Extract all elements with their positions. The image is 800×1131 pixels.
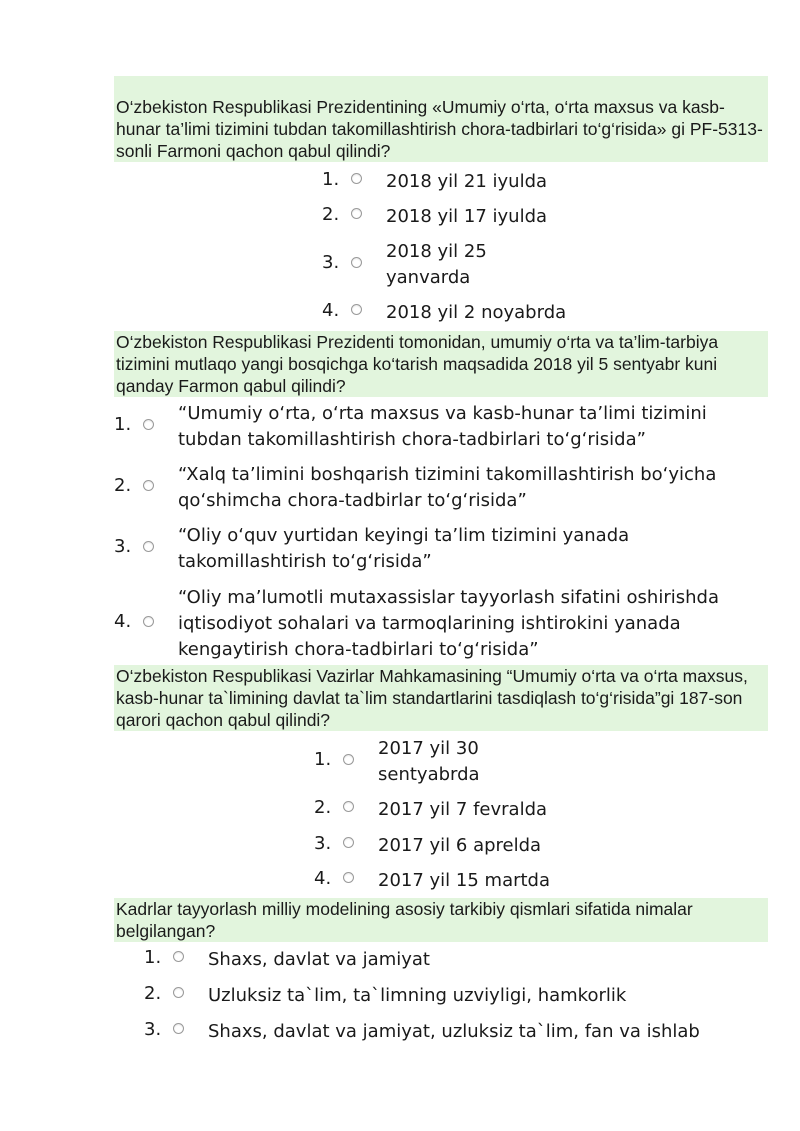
q1-option-4[interactable] bbox=[322, 300, 582, 326]
radio-button[interactable] bbox=[173, 987, 184, 998]
option-text: 2018 yil 2 noyabrda bbox=[386, 302, 567, 323]
q4-option-2[interactable] bbox=[144, 983, 764, 1009]
option-number: 1. bbox=[114, 414, 132, 435]
radio-button[interactable] bbox=[351, 304, 362, 315]
option-text: 2017 yil 6 aprelda bbox=[378, 835, 542, 856]
radio-button[interactable] bbox=[343, 872, 354, 883]
option-number: 2. bbox=[322, 204, 340, 225]
radio-button[interactable] bbox=[343, 801, 354, 812]
radio-button[interactable] bbox=[143, 419, 154, 430]
option-number: 3. bbox=[314, 833, 332, 854]
option-text: 2018 yil 21 iyulda bbox=[386, 171, 548, 192]
radio-button[interactable] bbox=[351, 173, 362, 184]
q2-option-3[interactable] bbox=[114, 523, 768, 575]
radio-button[interactable] bbox=[351, 208, 362, 219]
option-number: 1. bbox=[322, 169, 340, 190]
option-text: 2018 yil 25 yanvarda bbox=[386, 241, 487, 288]
option-number: 2. bbox=[144, 983, 162, 1004]
option-number: 3. bbox=[322, 252, 340, 273]
option-number: 2. bbox=[314, 797, 332, 818]
option-text: 2017 yil 30 sentyabrda bbox=[378, 738, 480, 785]
option-text: 2018 yil 17 iyulda bbox=[386, 206, 548, 227]
option-text: 2017 yil 7 fevralda bbox=[378, 799, 548, 820]
option-text: Shaxs, davlat va jamiyat bbox=[208, 949, 430, 970]
option-text: “Xalq ta’limini boshqarish tizimini takomillashtirish bo‘yicha qo‘shimcha chora-tadbirlar to‘g‘risida” bbox=[178, 464, 717, 511]
option-number: 3. bbox=[144, 1019, 162, 1040]
radio-button[interactable] bbox=[143, 616, 154, 627]
option-number: 4. bbox=[322, 300, 340, 321]
q2-option-1[interactable] bbox=[114, 401, 768, 453]
q4-option-3[interactable] bbox=[144, 1019, 764, 1045]
q2-option-2[interactable] bbox=[114, 462, 768, 514]
q1-option-1[interactable] bbox=[322, 169, 582, 195]
q3-option-4[interactable] bbox=[314, 868, 574, 894]
option-number: 1. bbox=[314, 749, 332, 770]
q1-option-2[interactable] bbox=[322, 204, 582, 230]
q1-option-3[interactable] bbox=[322, 239, 582, 291]
radio-button[interactable] bbox=[343, 754, 354, 765]
radio-button[interactable] bbox=[173, 1023, 184, 1034]
question-3-text: O‘zbekiston Respublikasi Vazirlar Mahkamasining “Umumiy o‘rta va o‘rta maxsus, kasb-hunar ta`limining davlat ta`lim standartlarini tasdiqlash to‘g‘risida”gi 187-son qarori qachon qabul qilindi? bbox=[114, 665, 768, 731]
option-number: 4. bbox=[314, 868, 332, 889]
q3-option-2[interactable] bbox=[314, 797, 574, 823]
option-text: “Oliy ma’lumotli mutaxassislar tayyorlash sifatini oshirishda iqtisodiyot sohalari va tarmoqlarining ishtirokini yanada kengaytirish chora-tadbirlari to‘g‘risida” bbox=[178, 587, 719, 660]
question-2-text: O‘zbekiston Respublikasi Prezidenti tomonidan, umumiy o‘rta va ta’lim-tarbiya tizimini mutlaqo yangi bosqichga ko‘tarish maqsadida 2018 yil 5 sentyabr kuni qanday Farmon qabul qilindi? bbox=[114, 331, 768, 397]
q3-option-3[interactable] bbox=[314, 833, 574, 859]
q2-option-4[interactable] bbox=[114, 585, 768, 663]
radio-button[interactable] bbox=[173, 951, 184, 962]
option-text: “Umumiy o‘rta, o‘rta maxsus va kasb-hunar ta’limi tizimini tubdan takomillashtirish chora-tadbirlari to‘g‘risida” bbox=[178, 403, 707, 450]
radio-button[interactable] bbox=[143, 480, 154, 491]
option-text: “Oliy o‘quv yurtidan keyingi ta’lim tizimini yanada takomillashtirish to‘g‘risida” bbox=[178, 525, 630, 572]
option-number: 1. bbox=[144, 947, 162, 968]
option-number: 2. bbox=[114, 475, 132, 496]
radio-button[interactable] bbox=[143, 541, 154, 552]
option-number: 4. bbox=[114, 611, 132, 632]
q3-option-1[interactable] bbox=[314, 736, 574, 788]
question-4-text: Kadrlar tayyorlash milliy modelining asosiy tarkibiy qismlari sifatida nimalar belgilangan? bbox=[114, 898, 768, 942]
radio-button[interactable] bbox=[351, 257, 362, 268]
radio-button[interactable] bbox=[343, 837, 354, 848]
option-text: 2017 yil 15 martda bbox=[378, 870, 551, 891]
question-1-text: O‘zbekiston Respublikasi Prezidentining «Umumiy o‘rta, o‘rta maxsus va kasb-hunar ta’limi tizimini tubdan takomillashtirish chora-tadbirlari to‘g‘risida» gi PF-5313-sonli Farmoni qachon qabul qilindi? bbox=[114, 76, 768, 162]
option-text: Shaxs, davlat va jamiyat, uzluksiz ta`lim, fan va ishlab bbox=[208, 1021, 700, 1042]
option-text: Uzluksiz ta`lim, ta`limning uzviyligi, hamkorlik bbox=[208, 985, 627, 1006]
q4-option-1[interactable] bbox=[144, 947, 764, 973]
option-number: 3. bbox=[114, 536, 132, 557]
